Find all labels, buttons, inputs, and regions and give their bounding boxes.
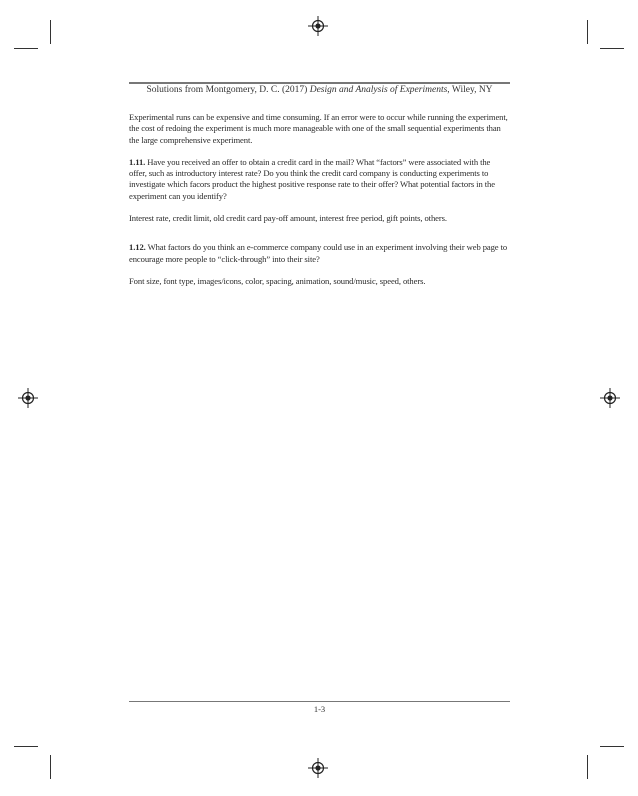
question-text: Have you received an offer to obtain a credit card in the mail? What “factors” were associated with the offer, such as introductory interest rate? Do you think the credit card company is conducting experiments to investigate which facors product the highest positive response rate to their offer? What potential factors in the experiment can you identify? (129, 156, 495, 201)
registration-mark-icon (308, 16, 328, 36)
crop-mark-bottom-right-vertical (587, 755, 588, 779)
page-body (129, 112, 510, 287)
header-book-title: Design and Analysis of Experiments (309, 85, 448, 95)
page-number: 1-3 (313, 704, 326, 714)
answer-1-11: Interest rate, credit limit, old credit card pay-off amount, interest free period, gift points, others. (129, 213, 447, 224)
answer-1-12: Font size, font type, images/icons, color, spacing, animation, sound/music, speed, others. (129, 275, 426, 286)
crop-mark-top-left-vertical (50, 20, 51, 44)
registration-mark-icon (308, 758, 328, 778)
intro-paragraph: Experimental runs can be expensive and time consuming. If an error were to occur while running the experiment, the cost of redoing the experiment is much more manageable with one of the small sequential experiments than the large comprehensive experiment. (129, 112, 508, 145)
question-number: 1.11. (129, 156, 146, 167)
crop-mark-top-right-vertical (587, 20, 588, 44)
crop-mark-top-right-horizontal (600, 48, 624, 49)
question-number: 1.12. (129, 242, 146, 253)
registration-mark-icon (18, 388, 38, 408)
crop-mark-bottom-left-horizontal (14, 746, 38, 747)
crop-mark-bottom-right-horizontal (600, 746, 624, 747)
crop-mark-top-left-horizontal (14, 48, 38, 49)
question-1-12 (129, 242, 510, 265)
running-header (129, 84, 510, 96)
header-suffix: , Wiley, NY (447, 85, 493, 95)
question-1-11 (129, 157, 510, 202)
crop-mark-bottom-left-vertical (50, 755, 51, 779)
header-prefix: Solutions from Montgomery, D. C. (2017) (146, 85, 310, 95)
registration-mark-icon (600, 388, 620, 408)
footer-rule (129, 701, 510, 702)
question-text: What factors do you think an e-commerce company could use in an experiment involving their web page to encourage more people to “click-through” into their site? (129, 242, 508, 264)
